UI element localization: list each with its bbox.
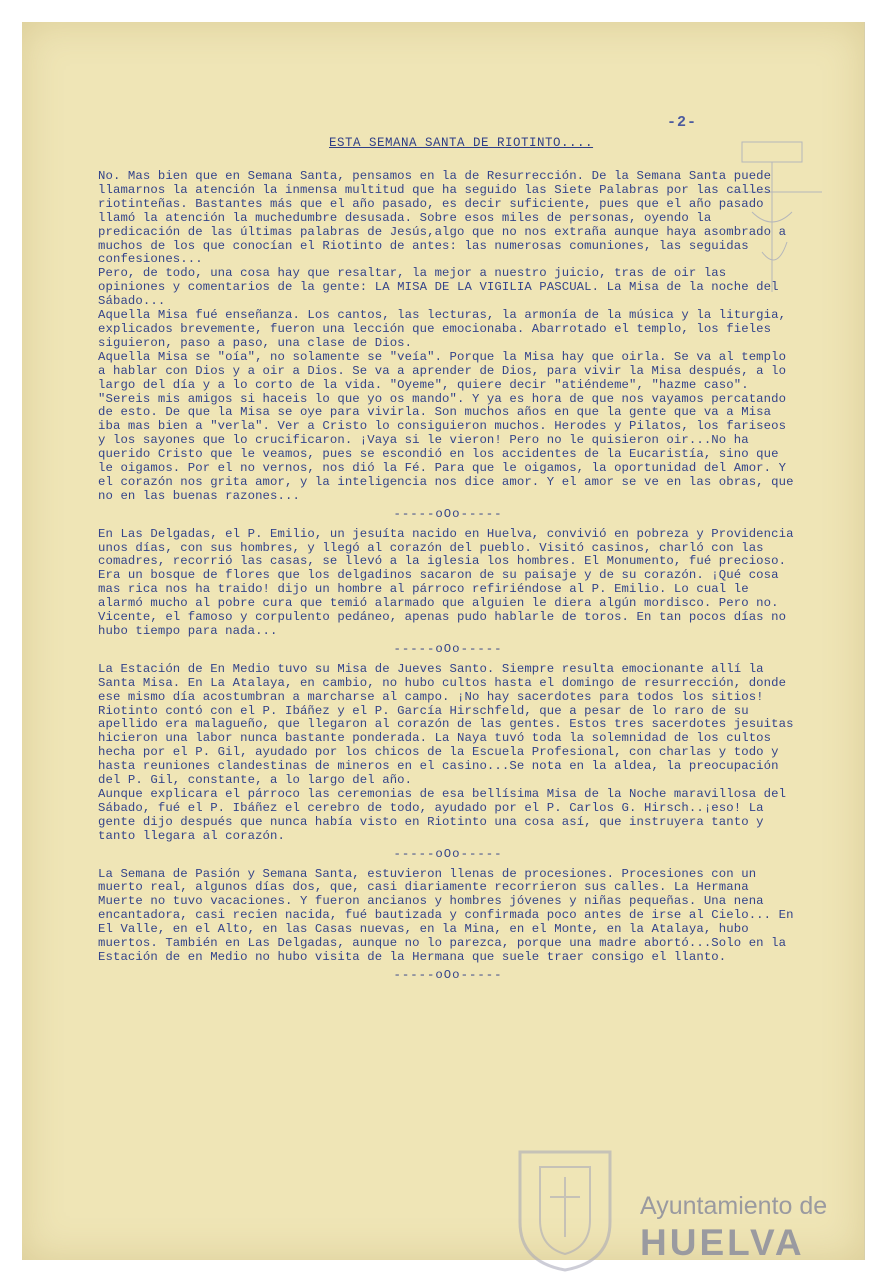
paragraph: Pero, de todo, una cosa hay que resaltar, la mejor a nuestro juicio, tras de oir las opiniones y comentarios de la gente: LA MISA DE LA VIGILIA PASCUAL. La Misa de la noche del Sábado... bbox=[98, 266, 779, 309]
page-number: -2- bbox=[667, 114, 698, 131]
section-separator: -----oOo----- bbox=[393, 846, 503, 861]
article-body bbox=[98, 170, 798, 989]
article-title: ESTA SEMANA SANTA DE RIOTINTO.... bbox=[329, 136, 594, 150]
watermark-line-1: Ayuntamiento de bbox=[640, 1192, 828, 1220]
document-page bbox=[22, 22, 865, 1263]
paragraph: La Semana de Pasión y Semana Santa, estuvieron llenas de procesiones. Procesiones con un muerto real, algunos días dos, que, casi diariamente recorrieron sus calles. La Hermana Muerte no tuvo vacaciones. Y fueron ancianos y hombres jóvenes y niñas pequeñas. Una nena encantadora, casi recien nacida, fué bautizada y confirmada poco antes de irse al Cielo... En El Valle, en el Alto, en las Casas nuevas, en la Mina, en el Monte, en la Atalaya, hubo muertos. También en Las Delgadas, aunque no lo parezca, porque una madre abortó...Solo en la Estación de en Medio no hubo visita de la Hermana que suele traer consigo el llanto. bbox=[98, 866, 794, 964]
paragraph: Aquella Misa se "oía", no solamente se "veía". Porque la Misa hay que oirla. Se va al templo a hablar con Dios y a oir a Dios. Se va a aprender de Dios, para vivir la Misa después, a lo largo del día y a lo corto de la vida. "Oyeme", quiere decir "atiéndeme", "hazme caso". "Sereis mis amigos si haceis lo que yo os mando". Y ya es hora de que nos vayamos percatando de esto. De que la Misa se oye para vivirla. Son muchos años en que la gente que va a Misa iba mas bien a "verla". Ver a Cristo lo consiguieron muchos. Herodes y Pilatos, los fariseos y los sayones que lo crucificaron. ¡Vaya si le vieron! Pero no le quisieron oir...No ha querido Cristo que le veamos, pues se escondió en los accidentes de la Eucaristía, sino que le oigamos. Por el no vernos, nos dió la Fé. Para que le oigamos, la oportunidad del Amor. Y el corazón nos grita amor, y la inteligencia nos dice amor. Y el amor se ve en las obras, que no en las buenas razones... bbox=[98, 349, 794, 503]
paragraph: La Estación de En Medio tuvo su Misa de Jueves Santo. Siempre resulta emocionante allí la Santa Misa. En La Atalaya, en cambio, no hubo cultos hasta el domingo de resurrección, donde ese mismo día acostumbran a marcharse al campo. ¡No hay sacerdotes para todos los sitios! Riotinto contó con el P. Ibáñez y el P. García Hirschfeld, que a pesar de lo raro de su apellido era malagueño, que llegaron al corazón de las gentes. Estos tres sacerdotes jesuitas hicieron una labor nunca bastante ponderada. La Naya tuvó toda la solemnidad de los cultos hecha por el P. Gil, ayudado por los chicos de la Escuela Profesional, con charlas y todo y hasta reuniones clandestinas de mineros en el casino...Se nota en la aldea, la preocupación del P. Gil, constante, a lo largo del año. bbox=[98, 661, 794, 788]
section-separator: -----oOo----- bbox=[393, 641, 503, 656]
paragraph: Aquella Misa fué enseñanza. Los cantos, las lecturas, la armonía de la música y la liturgia, explicados brevemente, fueron una lección que emocionaba. Abarrotado el templo, los fieles siguieron, paso a paso, una clase de Dios. bbox=[98, 308, 787, 350]
section-separator: -----oOo----- bbox=[393, 506, 503, 521]
paragraph: No. Mas bien que en Semana Santa, pensamos en la de Resurrección. De la Semana Santa puede llamarnos la atención la inmensa multitud que ha seguido las Siete Palabras por las calles riotinteñas. Bastantes más que el año pasado, es decir suficiente, pues que el año pasado llamó la atención la muchedumbre desusada. Sobre esos miles de personas, oyendo la predicación de las últimas palabras de Jesús,algo que no nos extraña aunque haya asombrado a muchos de los que conocían el Riotinto de antes: las numerosas comuniones, las seguidas confesiones... bbox=[98, 169, 787, 267]
paragraph: Aunque explicara el párroco las ceremonias de esa bellísima Misa de la Noche maravillosa del Sábado, fué el P. Ibáñez el cerebro de todo, ayudado por el P. Carlos G. Hirsch..¡eso! La gente dijo después que nunca había visto en Riotinto una cosa así, que instruyera tanto y tanto llegara al corazón. bbox=[98, 786, 787, 843]
section-separator: -----oOo----- bbox=[393, 967, 503, 982]
watermark-line-2: HUELVA bbox=[640, 1222, 805, 1263]
paragraph: En Las Delgadas, el P. Emilio, un jesuíta nacido en Huelva, convivió en pobreza y Providencia unos días, con sus hombres, y llegó al corazón del pueblo. Visitó casinos, charló con las comadres, recorrió las casas, se llevó a la iglesia los hombres. El Monumento, fué precioso. Era un bosque de flores que los delgadinos sacaron de su paisaje y de su corazón. ¡Qué cosa mas rica nos ha traido! dijo un hombre al párroco refiriéndose al P. Emilio. Lo cual le alarmó mucho al pobre cura que temió alarmado que alguien le diera algún mordisco. Pero no. Vicente, el famoso y corpulento pedáneo, apenas pudo hablarle de toros. En tan pocos días no hubo tiempo para nada... bbox=[98, 526, 794, 638]
